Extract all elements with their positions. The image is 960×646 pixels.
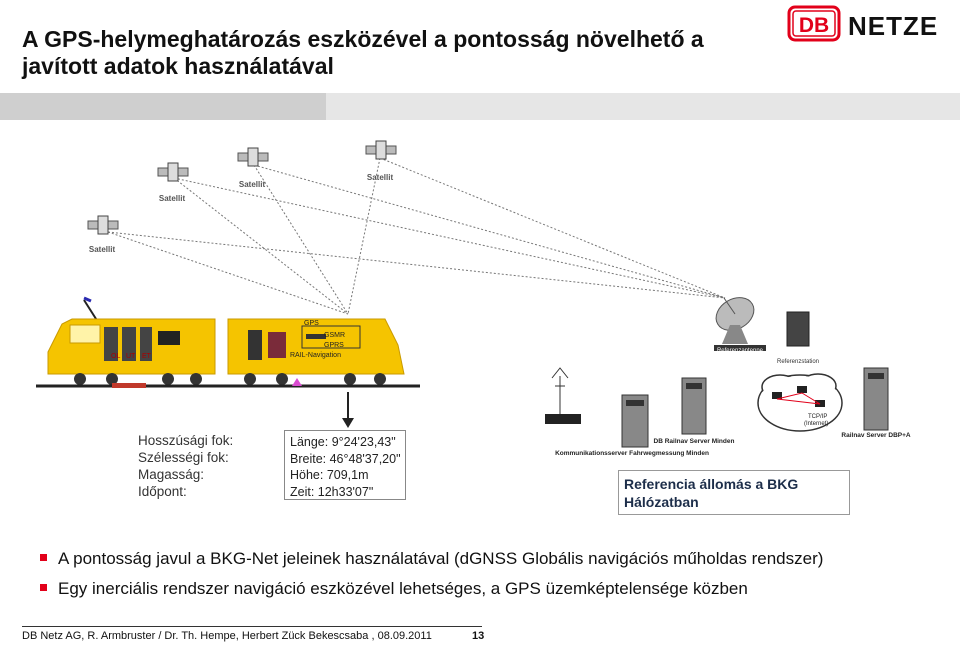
server-label: Railnav Server DBP+A xyxy=(841,432,911,439)
gprs-label: GPRS xyxy=(324,342,344,349)
page-number: 13 xyxy=(472,630,485,642)
server-icon xyxy=(864,368,888,430)
bullet-item xyxy=(40,578,940,599)
longitude-label: Hosszúsági fok: xyxy=(138,433,234,448)
tcpip-label: TCP/IP xyxy=(808,414,828,420)
computer-icon xyxy=(797,386,807,393)
server-icon xyxy=(622,395,648,447)
satellite-label: Satellit xyxy=(158,194,186,203)
satellite-label: Satellit xyxy=(88,245,116,254)
bullet-text: Egy inerciális rendszer navigáció eszközével lehetséges, a GPS üzemképtelensége közben xyxy=(58,579,748,598)
panel-label-ol: OL xyxy=(111,353,121,360)
satellite-icon xyxy=(366,141,396,159)
header-bar-accent xyxy=(0,93,326,120)
time-value: Zeit: 12h33'07" xyxy=(290,484,374,499)
bullet-marker xyxy=(40,584,47,591)
signal-lines xyxy=(108,158,725,314)
satellite-icon xyxy=(238,148,268,166)
server-label: Kommunikationsserver Fahrwegmessung Minden xyxy=(555,450,709,457)
altitude-value: Höhe: 709,1m xyxy=(290,468,369,482)
latitude-label: Szélességi fok: xyxy=(138,450,229,465)
coordinate-labels xyxy=(138,432,233,500)
slide-title: A GPS-helymeghatározás eszközével a pontosság növelhető a javított adatok használatával xyxy=(22,26,704,79)
db-netze-logo xyxy=(788,6,948,42)
bullet-marker xyxy=(40,554,47,561)
satellite-label: Satellit xyxy=(238,180,266,189)
train xyxy=(36,298,420,388)
gsmr-label: GSMR xyxy=(324,332,345,339)
internet-cloud-icon xyxy=(758,374,842,431)
footer-text: DB Netz AG, R. Armbruster / Dr. Th. Hempe, Herbert Zück Bekescsaba , 08.09.2011 xyxy=(22,630,432,642)
radio-mast-icon xyxy=(552,368,568,416)
panel-label-ut: UT xyxy=(126,353,136,360)
bullet-text: A pontosság javul a BKG-Net jeleinek használatával (dGNSS Globális navigációs műholdas rendszer) xyxy=(58,549,824,568)
panel-label-et: ET xyxy=(142,353,151,360)
server-label: DB Railnav Server Minden xyxy=(653,438,735,445)
svg-text:NETZE: NETZE xyxy=(848,11,939,41)
longitude-value: Länge: 9°24'23,43" xyxy=(290,435,396,449)
rail-navigation-label: RAIL-Navigation xyxy=(290,352,341,359)
antenna-label: Referenzantenne xyxy=(716,348,764,354)
reference-station-box xyxy=(618,470,850,515)
latitude-value: Breite: 46°48'37,20" xyxy=(290,451,401,466)
gps-label: GPS xyxy=(304,320,319,327)
coordinate-readout xyxy=(284,430,406,500)
server-icon xyxy=(682,378,706,434)
satellite-dish-icon xyxy=(710,291,760,344)
reference-line-1: Referencia állomás a BKG xyxy=(624,476,799,492)
bullet-item xyxy=(40,548,940,569)
reference-line-2: Hálózatban xyxy=(624,494,699,510)
svg-text:DB: DB xyxy=(798,14,830,37)
satellite-icon xyxy=(158,163,188,181)
altitude-label: Magasság: xyxy=(138,467,205,482)
footer xyxy=(22,630,485,642)
time-label: Időpont: xyxy=(138,484,187,499)
station-label: Referenzstation xyxy=(776,359,820,365)
satellite-label: Satellit xyxy=(366,173,394,182)
bullet-list xyxy=(40,548,940,608)
internet-label: (Internet) xyxy=(804,421,829,427)
server-icon xyxy=(787,312,809,346)
footer-rule xyxy=(22,626,482,627)
modem-icon xyxy=(545,414,581,424)
satellite-icon xyxy=(88,216,118,234)
